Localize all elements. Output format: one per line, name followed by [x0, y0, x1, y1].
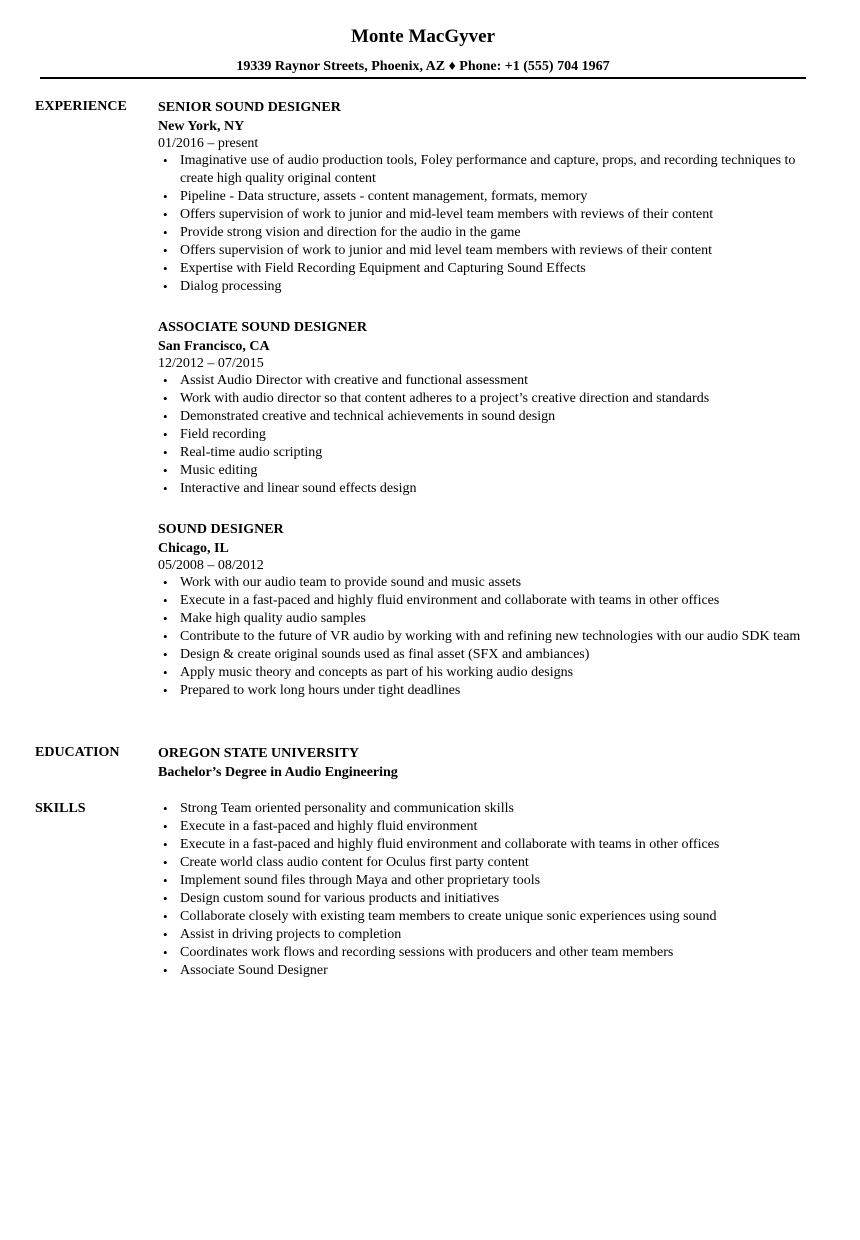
- skills-bullets: [158, 800, 818, 980]
- skill-item: • Associate Sound Designer: [158, 962, 818, 980]
- bullet-item: • Design & create original sounds used as final asset (SFX and ambiances): [158, 646, 818, 664]
- bullet-item: • Contribute to the future of VR audio by working with and refining new technologies with our audio SDK team: [158, 628, 818, 646]
- section-label-education: EDUCATION: [35, 745, 120, 760]
- bullet-item: • Assist Audio Director with creative and functional assessment: [158, 372, 818, 390]
- bullet-item: • Music editing: [158, 462, 818, 480]
- skills-list: [158, 800, 818, 980]
- bullet-item: • Imaginative use of audio production tools, Foley performance and capture, props, and recording techniques to create high quality original content: [158, 152, 818, 188]
- skill-item: • Coordinates work flows and recording sessions with producers and other team members: [158, 944, 818, 962]
- job-title: SENIOR SOUND DESIGNER: [158, 100, 341, 115]
- bullet-item: • Work with audio director so that content adheres to a project’s creative direction and standards: [158, 390, 818, 408]
- skill-item: • Implement sound files through Maya and other proprietary tools: [158, 872, 818, 890]
- job-entry: [158, 98, 818, 296]
- education-entry: [158, 744, 818, 782]
- job-bullets: [158, 152, 818, 296]
- candidate-name: Monte MacGyver: [350, 26, 496, 47]
- bullet-item: • Apply music theory and concepts as part of his working audio designs: [158, 664, 818, 682]
- job-location: Chicago, IL: [158, 541, 229, 556]
- section-label-experience: EXPERIENCE: [35, 99, 127, 114]
- bullet-item: • Offers supervision of work to junior and mid level team members with reviews of their content: [158, 242, 818, 260]
- school-name: OREGON STATE UNIVERSITY: [158, 746, 359, 761]
- job-dates: 01/2016 – present: [158, 136, 259, 151]
- degree-name: Bachelor’s Degree in Audio Engineering: [158, 765, 398, 780]
- bullet-item: • Expertise with Field Recording Equipment and Capturing Sound Effects: [158, 260, 818, 278]
- job-entry: [158, 520, 818, 700]
- skill-item: • Assist in driving projects to completion: [158, 926, 818, 944]
- skill-item: • Execute in a fast-paced and highly fluid environment: [158, 818, 818, 836]
- bullet-item: • Field recording: [158, 426, 818, 444]
- job-bullets: [158, 372, 818, 498]
- skill-item: • Create world class audio content for Oculus first party content: [158, 854, 818, 872]
- bullet-item: • Demonstrated creative and technical achievements in sound design: [158, 408, 818, 426]
- bullet-item: • Offers supervision of work to junior and mid-level team members with reviews of their content: [158, 206, 818, 224]
- job-dates: 05/2008 – 08/2012: [158, 558, 264, 573]
- skill-item: • Execute in a fast-paced and highly fluid environment and collaborate with teams in other offices: [158, 836, 818, 854]
- skill-item: • Collaborate closely with existing team members to create unique sonic experiences using sound: [158, 908, 818, 926]
- bullet-item: • Prepared to work long hours under tight deadlines: [158, 682, 818, 700]
- job-location: San Francisco, CA: [158, 339, 270, 354]
- header-divider: [40, 77, 806, 79]
- bullet-item: • Pipeline - Data structure, assets - content management, formats, memory: [158, 188, 818, 206]
- experience-list: [158, 98, 818, 700]
- job-title: ASSOCIATE SOUND DESIGNER: [158, 320, 368, 335]
- bullet-item: • Interactive and linear sound effects design: [158, 480, 818, 498]
- section-label-skills: SKILLS: [35, 801, 86, 816]
- bullet-item: • Work with our audio team to provide sound and music assets: [158, 574, 818, 592]
- skill-item: • Strong Team oriented personality and communication skills: [158, 800, 818, 818]
- job-dates: 12/2012 – 07/2015: [158, 356, 264, 371]
- bullet-item: • Make high quality audio samples: [158, 610, 818, 628]
- skill-item: • Design custom sound for various products and initiatives: [158, 890, 818, 908]
- job-title: SOUND DESIGNER: [158, 522, 284, 537]
- job-bullets: [158, 574, 818, 700]
- bullet-item: • Dialog processing: [158, 278, 818, 296]
- bullet-item: • Execute in a fast-paced and highly fluid environment and collaborate with teams in other offices: [158, 592, 818, 610]
- contact-line: 19339 Raynor Streets, Phoenix, AZ ♦ Phone: +1 (555) 704 1967: [236, 59, 610, 74]
- job-entry: [158, 318, 818, 498]
- job-location: New York, NY: [158, 119, 245, 134]
- bullet-item: • Real-time audio scripting: [158, 444, 818, 462]
- bullet-item: • Provide strong vision and direction for the audio in the game: [158, 224, 818, 242]
